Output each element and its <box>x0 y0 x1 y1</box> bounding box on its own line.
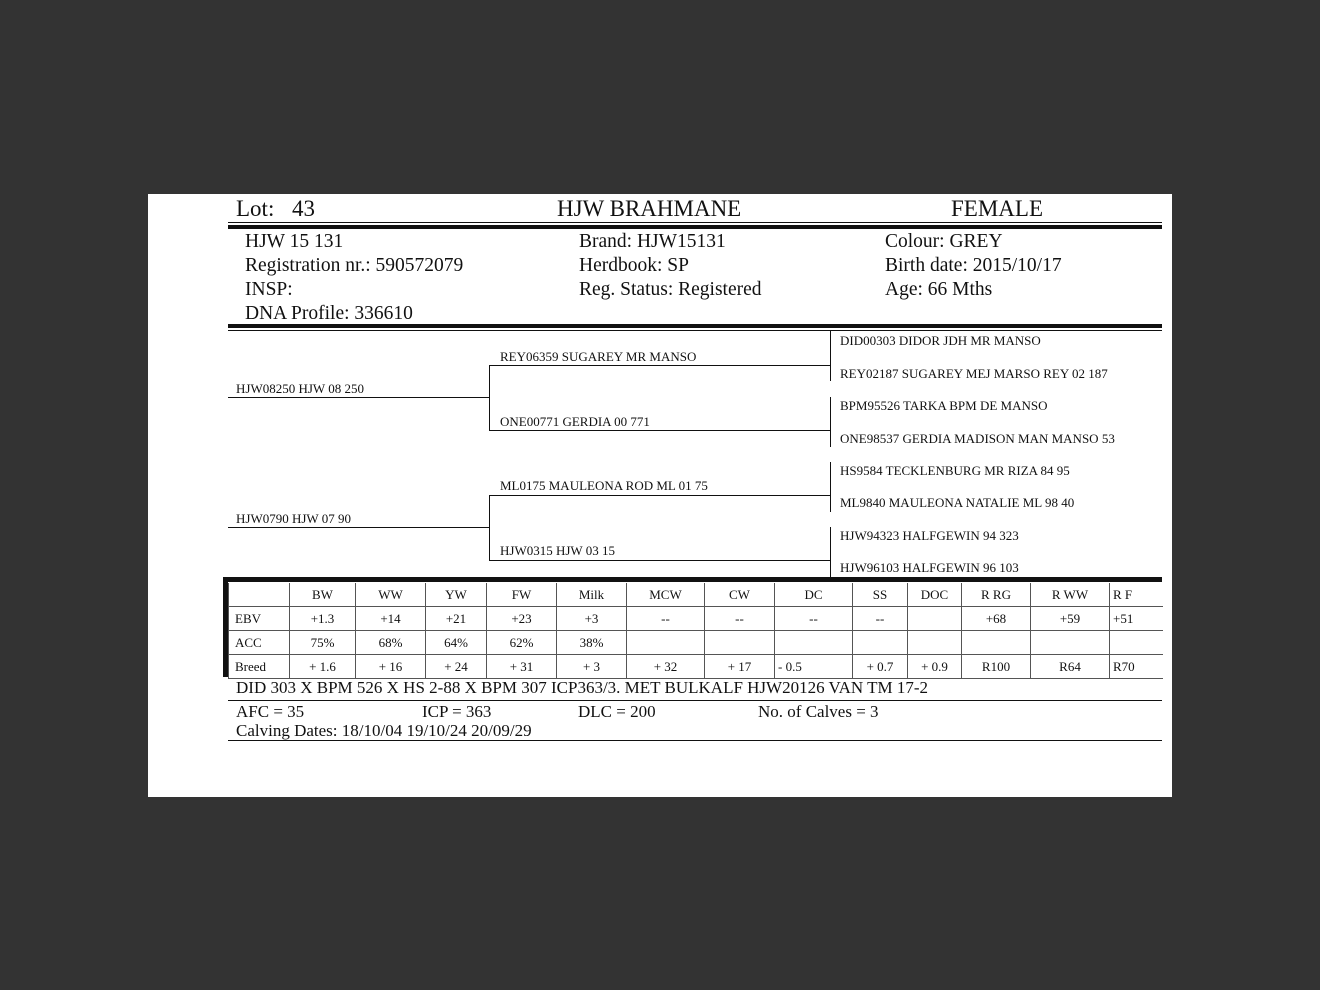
reg-status: Reg. Status: Registered <box>579 279 762 300</box>
dam-sire: ML0175 MAULEONA ROD ML 01 75 <box>500 478 708 493</box>
dlc: DLC = 200 <box>578 702 656 721</box>
sire-dam-line <box>489 430 831 431</box>
table-cell <box>853 631 908 655</box>
gen3-ancestor: HJW96103 HALFGEWIN 96 103 <box>840 560 1019 575</box>
icp: ICP = 363 <box>422 702 492 721</box>
table-cell: + 3 <box>557 655 627 679</box>
table-cell: +51 <box>1110 607 1163 631</box>
column-header: WW <box>356 583 426 607</box>
table-row-breed <box>229 655 1163 679</box>
column-header: CW <box>705 583 775 607</box>
table-cell: + 24 <box>426 655 487 679</box>
table-cell: R64 <box>1031 655 1110 679</box>
table-cell: -- <box>705 607 775 631</box>
sire-dam: ONE00771 GERDIA 00 771 <box>500 414 650 429</box>
table-cell: 62% <box>487 631 557 655</box>
calving-dates: Calving Dates: 18/10/04 19/10/24 20/09/29 <box>236 721 532 740</box>
table-cell: -- <box>853 607 908 631</box>
table-cell <box>705 631 775 655</box>
info-rule-thick <box>228 324 1162 328</box>
column-header: R WW <box>1031 583 1110 607</box>
registration-number: Registration nr.: 590572079 <box>245 255 464 276</box>
table-cell <box>1031 631 1110 655</box>
info-rule-thin <box>228 330 1162 331</box>
dam-dam: HJW0315 HJW 03 15 <box>500 543 615 558</box>
table-cell: 38% <box>557 631 627 655</box>
gen3-bracket-3 <box>830 462 831 512</box>
table-cell <box>627 631 705 655</box>
dna-profile: DNA Profile: 336610 <box>245 303 413 324</box>
sire: HJW08250 HJW 08 250 <box>236 381 364 396</box>
header-rule-thin <box>228 222 1162 223</box>
table-cell: -- <box>627 607 705 631</box>
info-col-colour <box>885 230 1062 302</box>
table-cell: +21 <box>426 607 487 631</box>
column-header: YW <box>426 583 487 607</box>
table-cell: 68% <box>356 631 426 655</box>
table-cell: 64% <box>426 631 487 655</box>
table-cell <box>908 631 962 655</box>
table-cell: +1.3 <box>290 607 356 631</box>
column-header: FW <box>487 583 557 607</box>
lot-number: 43 <box>292 196 315 221</box>
dam-dam-line <box>489 560 831 561</box>
table-cell <box>1110 631 1163 655</box>
column-header: Milk <box>557 583 627 607</box>
brand: Brand: HJW15131 <box>579 231 726 252</box>
table-cell: + 1.6 <box>290 655 356 679</box>
catalogue-sheet <box>148 194 1172 797</box>
gen3-ancestor: ONE98537 GERDIA MADISON MAN MANSO 53 <box>840 431 1115 446</box>
afc: AFC = 35 <box>236 702 305 721</box>
column-header: BW <box>290 583 356 607</box>
gen3-ancestor: REY02187 SUGAREY MEJ MARSO REY 02 187 <box>840 366 1108 381</box>
table-cell <box>908 607 962 631</box>
row-label: ACC <box>229 631 290 655</box>
table-cell: + 0.7 <box>853 655 908 679</box>
remarks: DID 303 X BPM 526 X HS 2-88 X BPM 307 ICP363/3. MET BULKALF HJW20126 VAN TM 17-2 <box>236 678 929 697</box>
table-cell: R100 <box>962 655 1031 679</box>
table-cell: + 31 <box>487 655 557 679</box>
gen3-ancestor: BPM95526 TARKA BPM DE MANSO <box>840 398 1048 413</box>
table-cell: +59 <box>1031 607 1110 631</box>
table-cell: 75% <box>290 631 356 655</box>
table-cell: +23 <box>487 607 557 631</box>
table-cell: - 0.5 <box>775 655 853 679</box>
dam-line <box>228 527 490 528</box>
column-header: MCW <box>627 583 705 607</box>
sire-sire-line <box>489 365 831 366</box>
age: Age: 66 Mths <box>885 279 993 300</box>
column-header: R RG <box>962 583 1031 607</box>
table-cell: + 17 <box>705 655 775 679</box>
table-row-ebv <box>229 607 1163 631</box>
column-header: R F <box>1110 583 1163 607</box>
lot-label: Lot: <box>236 196 275 221</box>
animal-name: HJW BRAHMANE <box>557 196 742 221</box>
table-cell: -- <box>775 607 853 631</box>
row-label: Breed <box>229 655 290 679</box>
animal-sex: FEMALE <box>951 196 1043 221</box>
column-header: DC <box>775 583 853 607</box>
birth-date: Birth date: 2015/10/17 <box>885 255 1062 276</box>
bottom-rule <box>228 740 1162 741</box>
gen3-ancestor: HS9584 TECKLENBURG MR RIZA 84 95 <box>840 463 1070 478</box>
table-cell <box>962 631 1031 655</box>
column-header: DOC <box>908 583 962 607</box>
gen3-bracket-1 <box>830 331 831 381</box>
remarks-rule <box>228 700 1162 701</box>
sire-sire: REY06359 SUGAREY MR MANSO <box>500 349 697 364</box>
sire-line <box>228 397 490 398</box>
table-cell <box>775 631 853 655</box>
header-rule-thick <box>228 225 1162 229</box>
table-cell: +68 <box>962 607 1031 631</box>
number-of-calves: No. of Calves = 3 <box>758 702 879 721</box>
info-col-brand <box>579 230 762 302</box>
column-header <box>229 583 290 607</box>
gen3-ancestor: DID00303 DIDOR JDH MR MANSO <box>840 333 1041 348</box>
table-cell: + 32 <box>627 655 705 679</box>
herdbook: Herdbook: SP <box>579 255 689 276</box>
info-col-registration <box>245 230 463 326</box>
table-top-rule <box>223 577 1162 582</box>
table-cell: + 0.9 <box>908 655 962 679</box>
table-cell: +3 <box>557 607 627 631</box>
dam-sire-line <box>489 495 831 496</box>
animal-id: HJW 15 131 <box>245 231 344 252</box>
insp: INSP: <box>245 279 293 300</box>
table-cell: + 16 <box>356 655 426 679</box>
table-cell: +14 <box>356 607 426 631</box>
table-cell: R70 <box>1110 655 1163 679</box>
table-row-acc <box>229 631 1163 655</box>
sire-bracket <box>489 365 490 431</box>
gen3-bracket-2 <box>830 397 831 447</box>
row-label: EBV <box>229 607 290 631</box>
gen3-ancestor: HJW94323 HALFGEWIN 94 323 <box>840 528 1019 543</box>
gen3-ancestor: ML9840 MAULEONA NATALIE ML 98 40 <box>840 495 1075 510</box>
table-header-row <box>229 583 1163 607</box>
gen3-bracket-4 <box>830 527 831 577</box>
dam-bracket <box>489 495 490 561</box>
dam: HJW0790 HJW 07 90 <box>236 511 351 526</box>
ebv-table <box>228 583 1163 679</box>
colour: Colour: GREY <box>885 231 1003 252</box>
column-header: SS <box>853 583 908 607</box>
